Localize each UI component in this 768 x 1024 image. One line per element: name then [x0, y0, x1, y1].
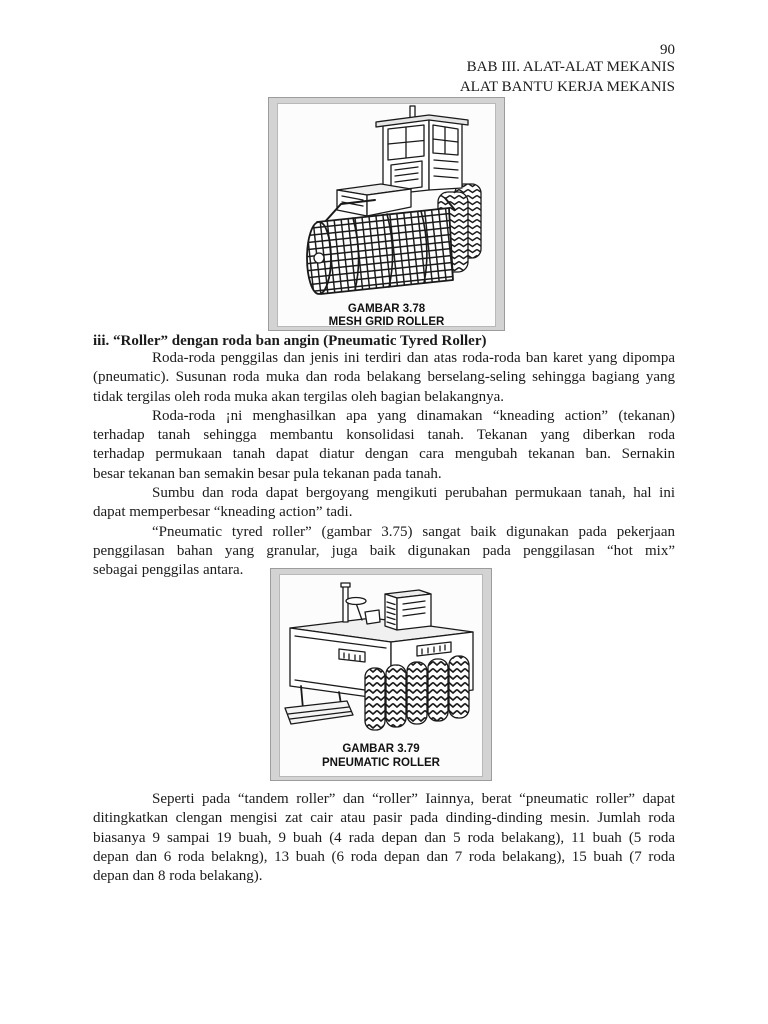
text-line: terhadap permukaan tanah dapat diatur dengan cara mengubah tekanan ban. Sernakin: [93, 446, 675, 463]
pneumatic-roller-illustration: [281, 576, 483, 738]
text-line: terhadap tanah sehingga membantu konsolidasi tanah. Tekanan yang diberkan roda: [93, 427, 675, 444]
text-line: biasanya 9 sampai 19 buah, 9 buah (4 rada depan dan 5 roda belakang), 11 buah (5 roda: [93, 829, 675, 846]
text-line: depan dan 6 roda belakng), 13 buah (6 roda depan dan 7 roda belakang), 15 buah (7 roda: [93, 848, 675, 865]
text-line: depan dan 8 roda belakang).: [93, 868, 263, 885]
text-line: penggilasan bahan yang granular, juga baik digunakan pada penggilasan “hot mix”: [93, 542, 675, 559]
figure-pneumatic-roller: [270, 568, 492, 781]
figure-label: GAMBAR 3.79: [342, 743, 420, 755]
paragraph: [93, 349, 675, 407]
text-line: ditingkatkan clengan mengisi zat cair atau pasir pada dinding-dinding mesin. Jumlah roda: [93, 810, 675, 827]
paragraph: [93, 484, 675, 523]
figure-label: GAMBAR 3.78: [347, 303, 426, 315]
figure-title: MESH GRID ROLLER: [328, 316, 445, 328]
text-line: sebagai penggilas antara.: [93, 562, 244, 579]
page-number: 90: [660, 42, 675, 58]
text-line: “Pneumatic tyred roller” (gambar 3.75) sangat baik digunakan pada pekerjaan: [152, 523, 675, 540]
operator-cab: [376, 115, 468, 195]
mesh-grid-drum: [307, 208, 453, 294]
body-text-upper: [93, 349, 675, 581]
figure-mesh-grid-roller: [268, 97, 505, 331]
text-line: tidak tergilas oleh roda muka akan tergilas oleh bagian belakangnya.: [93, 388, 504, 405]
paragraph: [93, 790, 675, 886]
text-line: dapat memperbesar “kneading action” tadi.: [93, 504, 353, 521]
mesh-grid-roller-illustration: [279, 104, 496, 300]
text-line: (pneumatic). Susunan roda muka dan roda belakang berselang-seling sehingga bagiang yang: [93, 369, 675, 386]
text-line: besar tekanan ban semakin besar pula tekanan pada tanah.: [93, 465, 442, 482]
text-line: Seperti pada “tandem roller” dan “roller” Iainnya, berat “pneumatic roller” dapat: [152, 791, 675, 807]
body-text-lower: [93, 790, 675, 886]
text-line: Sumbu dan roda dapat bergoyang mengikuti perubahan permukaan tanah, hal ini: [152, 485, 675, 502]
text-line: Roda-roda penggilas dan jenis ini terdiri dan atas roda-roda ban karet yang dipompa: [152, 350, 675, 366]
section-heading: iii. “Roller” dengan roda ban angin (Pneumatic Tyred Roller): [93, 333, 487, 349]
section-title: ALAT BANTU KERJA MEKANIS: [459, 79, 675, 95]
paragraph: [93, 407, 675, 484]
chapter-title: BAB III. ALAT-ALAT MEKANIS: [466, 59, 675, 75]
text-line: Roda-roda ¡ni menghasilkan apa yang dinamakan “kneading action” (tekanan): [152, 407, 675, 424]
figure-title: PNEUMATIC ROLLER: [322, 757, 440, 769]
